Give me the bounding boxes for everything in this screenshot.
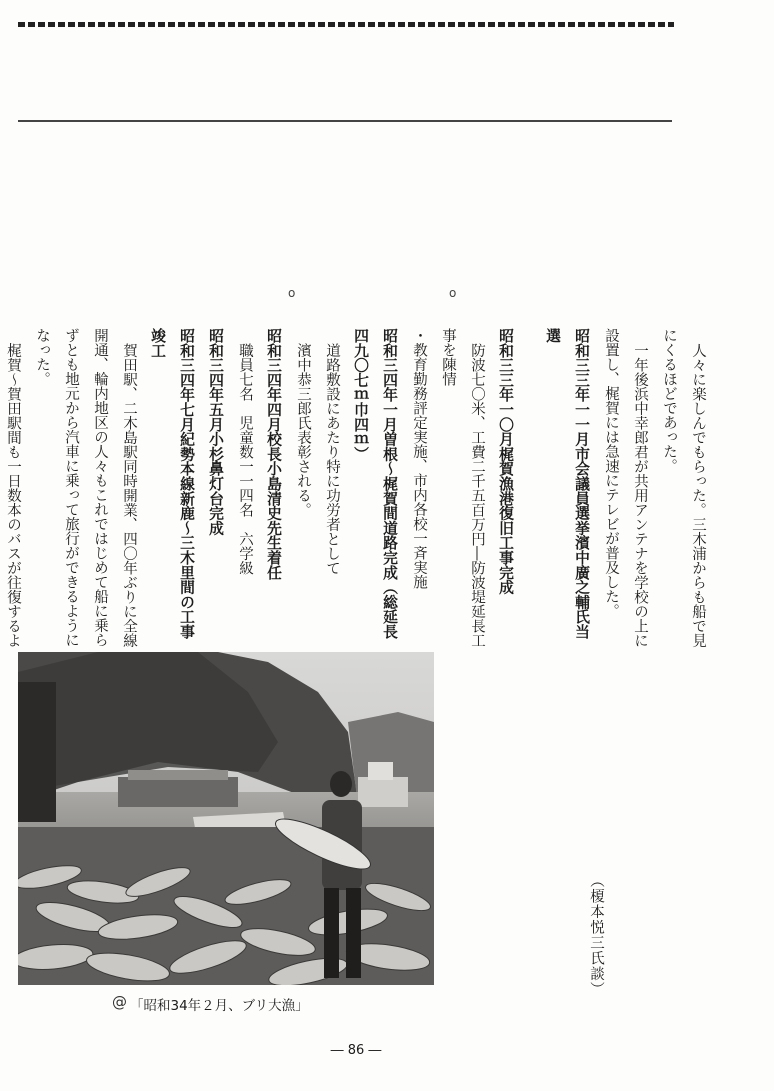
vertical-text-body — [0, 328, 712, 653]
photo-caption: 「昭和34年２月、ブリ大漁」 — [130, 998, 309, 1014]
entry-council-election: 昭和三三年一一月市会議員選挙濱中廣之輔氏当選 — [544, 328, 590, 639]
photo-illustration — [18, 652, 434, 985]
fishing-catch-photo — [18, 652, 434, 985]
entry-railway: 昭和三四年七月紀勢本線新鹿～三木里間の工事竣工 — [149, 328, 195, 639]
bullet-marker: o — [449, 286, 457, 300]
entry-harbor-detail: 防波七〇米、工費二千五百万円―防波堤延長工事を陳情 — [440, 328, 485, 647]
attribution: （榎本悦三氏談） — [588, 873, 604, 997]
entry-harbor-restoration: 昭和三三年一〇月梶賀漁港復旧工事完成 — [497, 328, 514, 595]
intro-line-2: 一年後浜中幸郎君が共用アンテナを学校の上に設置し、梶賀には急速にテレビが普及した。 — [603, 328, 648, 647]
entry-principal-arrival: 昭和三四年四月校長小島清史先生着任 — [265, 328, 282, 580]
entry-bus-detail: 梶賀～賀田駅間も一日数本のバスが往復するよ — [5, 342, 21, 647]
intro-line-1: 人々に楽しんでもらった。三木浦からも船で見にくるほどであった。 — [661, 328, 706, 647]
bullet-marker: o — [288, 286, 296, 300]
entry-school-detail: 職員七名 児童数一一四名 六学級 — [237, 342, 253, 575]
page-number: ― 86 ― — [330, 1043, 382, 1058]
top-dashed-border — [18, 22, 674, 27]
caption-marker: @ — [112, 993, 127, 1011]
entry-lighthouse: 昭和三四年五月小杉鼻灯台完成 — [207, 328, 224, 536]
entry-railway-detail: 賀田駅、二木島駅同時開業、四〇年ぶりに全線開通、輪内地区の人々もこれではじめて船に乗らずとも地元から汽車に乗って旅行ができるようになった。 — [34, 328, 137, 647]
entry-teacher-evaluation: ・教育勤務評定実施、市内各校一斉実施 — [411, 328, 427, 589]
entry-road-detail-1: 道路敷設にあたり特に功労者として — [324, 342, 340, 575]
entry-road-detail-2: 濱中恭三郎氏表彰される。 — [295, 342, 311, 517]
entry-road-completion: 昭和三四年一月曽根～梶賀間道路完成（総延長四九〇七ｍ巾四ｍ） — [352, 328, 398, 639]
header-rule — [18, 120, 672, 122]
